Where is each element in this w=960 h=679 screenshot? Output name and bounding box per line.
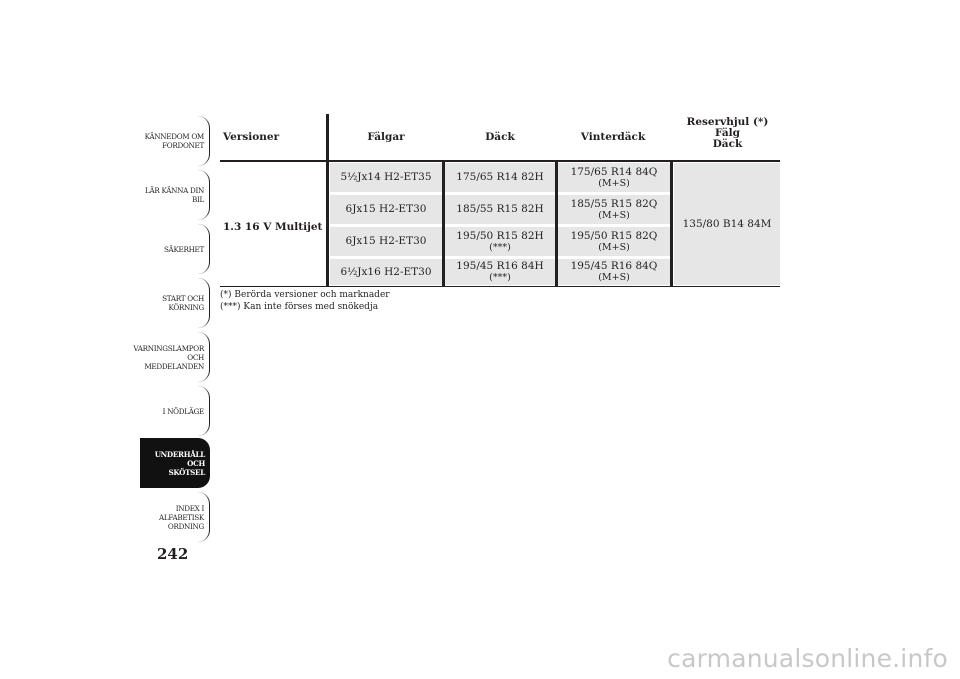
- tab-label: VARNINGSLAMPOR OCH MEDDELANDEN: [133, 343, 204, 371]
- tab-index[interactable]: [140, 492, 210, 542]
- header-divider: [220, 160, 780, 162]
- header-tyres: Däck: [485, 130, 515, 143]
- tab-label: I NÖDLÄGE: [162, 406, 204, 416]
- winter-note: (M+S): [598, 272, 630, 283]
- footnote-2: (***) Kan inte förses med snökedja: [220, 301, 379, 312]
- winter-value: 175/65 R14 84Q: [570, 165, 658, 178]
- tab-label: START OCH KÖRNING: [162, 294, 204, 312]
- rim-value: 6Jx15 H2-ET30: [345, 235, 427, 247]
- header-versions: Versioner: [223, 130, 280, 143]
- winter-note: (M+S): [598, 209, 630, 221]
- tab-label: SÄKERHET: [163, 244, 204, 254]
- cell-tyre: [445, 227, 555, 256]
- cell-rim: [330, 163, 442, 192]
- cell-spare: [674, 163, 780, 285]
- tyre-value: 195/50 R15 82H: [456, 229, 544, 242]
- cell-winter: [558, 163, 670, 192]
- column-divider: [326, 114, 329, 286]
- cell-rim: [330, 227, 442, 256]
- version-label: 1.3 16 V Multijet: [223, 221, 323, 233]
- tab-varningslampor[interactable]: [133, 332, 210, 382]
- cell-winter: [558, 227, 670, 256]
- footnotes: [220, 290, 390, 313]
- footnote-1: (*) Berörda versioner och marknader: [220, 290, 390, 300]
- cell-winter: [558, 259, 670, 285]
- cell-tyre: [445, 195, 555, 224]
- table-bottom-rule: [220, 286, 780, 287]
- tab-sakerhet[interactable]: [140, 224, 210, 274]
- winter-value: 195/45 R16 84Q: [570, 260, 658, 272]
- cell-rim: [330, 259, 442, 285]
- cell-tyre: [445, 259, 555, 285]
- tab-i-nodlage[interactable]: [140, 386, 210, 436]
- tab-label: KÄNNEDOM OM FORDONET: [144, 132, 204, 150]
- rim-value: 6½Jx16 H2-ET30: [340, 265, 432, 278]
- page-number: 242: [157, 545, 189, 563]
- winter-note: (M+S): [598, 241, 630, 253]
- header-spare-line2: Fälg: [714, 127, 740, 139]
- watermark: carmanualsonline.info: [667, 644, 948, 673]
- winter-note: (M+S): [598, 177, 630, 189]
- header-spare-line1: Reservhjul (*): [686, 116, 769, 128]
- tab-label: INDEX I ALFABETISK ORDNING: [159, 503, 204, 531]
- tyre-value: 185/55 R15 82H: [456, 203, 544, 215]
- spare-value: 135/80 B14 84M: [682, 217, 772, 230]
- column-divider: [670, 161, 673, 286]
- cell-winter: [558, 195, 670, 224]
- tyre-value: 195/45 R16 84H: [456, 260, 544, 272]
- tyre-value: 175/65 R14 82H: [456, 171, 544, 183]
- tab-lar-kanna-din-bil[interactable]: [140, 170, 210, 220]
- header-spare: [675, 114, 780, 160]
- winter-value: 195/50 R15 82Q: [570, 229, 658, 242]
- cell-rim: [330, 195, 442, 224]
- rim-value: 5½Jx14 H2-ET35: [340, 171, 432, 183]
- tab-kannedom-om-fordonet[interactable]: [140, 116, 210, 166]
- cell-tyre: [445, 163, 555, 192]
- rim-value: 6Jx15 H2-ET30: [345, 203, 427, 215]
- header-spare-line3: Däck: [712, 138, 743, 150]
- tyre-note: (***): [489, 241, 511, 253]
- tyre-note: (***): [489, 272, 511, 283]
- tab-start-och-korning[interactable]: [140, 278, 210, 328]
- header-rims: Fälgar: [367, 130, 405, 143]
- header-winter: Vinterdäck: [580, 130, 646, 143]
- tab-underhall-och-skotsel[interactable]: [140, 438, 210, 488]
- tab-label: UNDERHÅLL OCH SKÖTSEL: [154, 449, 205, 477]
- tab-label: LÄR KÄNNA DIN BIL: [145, 186, 204, 204]
- winter-value: 185/55 R15 82Q: [570, 197, 658, 210]
